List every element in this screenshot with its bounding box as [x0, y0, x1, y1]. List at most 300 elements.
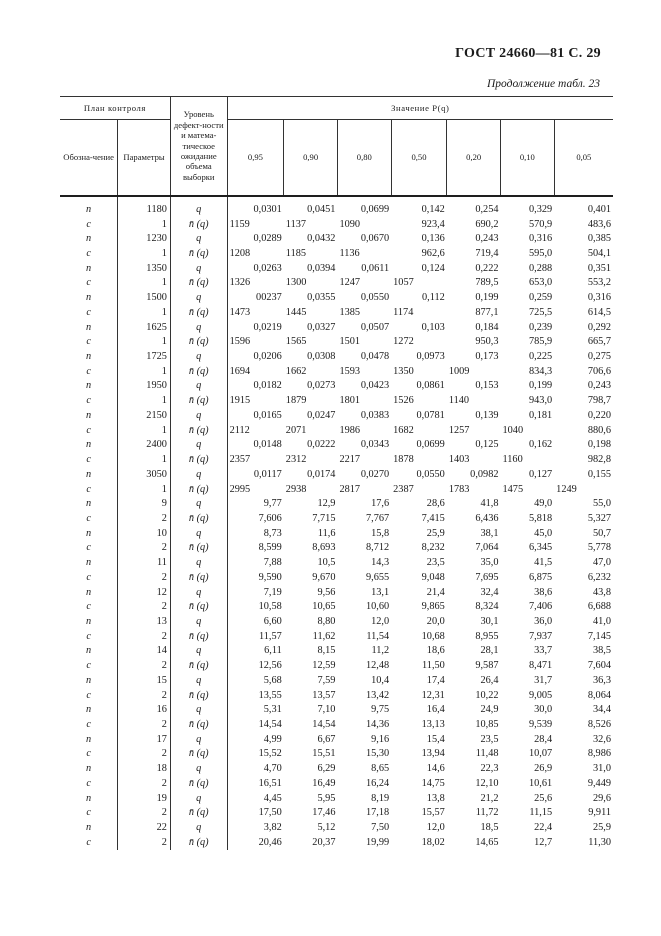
cell-p-value: 614,5 — [587, 306, 611, 318]
cell-p-value: 8,65 — [371, 763, 390, 775]
cell-p-value: 6,11 — [264, 645, 282, 657]
header-plan-group: План контроля — [60, 97, 170, 120]
cell-parameter: 2 — [118, 835, 171, 850]
table-row — [60, 350, 613, 365]
cell-symbol: n — [60, 203, 118, 218]
cell-p-value: 9,590 — [258, 571, 282, 583]
cell-p-value: 5,778 — [587, 542, 611, 554]
cell-level: n̄ (q) — [170, 600, 227, 615]
cell-p-value: 47,0 — [592, 557, 611, 569]
cell-parameter: 2 — [118, 541, 171, 556]
cell-p-value: 21,4 — [426, 586, 445, 598]
cell-parameter: 1350 — [118, 261, 171, 276]
data-table — [60, 96, 613, 850]
table-container — [60, 96, 613, 850]
cell-p-value: 11,6 — [317, 527, 336, 539]
cell-p-value: 10,68 — [421, 630, 445, 642]
cell-p-value: 0,254 — [475, 203, 499, 215]
cell-p-value: 0,0301 — [253, 203, 282, 215]
cell-p-value: 877,1 — [475, 306, 499, 318]
header-p-value: 0,90 — [284, 120, 338, 196]
cell-p-value: 0,259 — [529, 292, 553, 304]
cell-p-value: 8,232 — [421, 542, 445, 554]
cell-p-value: 950,3 — [475, 336, 499, 348]
cell-p-value: 30,0 — [534, 704, 553, 716]
cell-p-value: 2938 — [285, 483, 307, 495]
cell-p-value: 653,0 — [529, 277, 553, 289]
cell-p-value: 982,8 — [587, 454, 611, 466]
cell-symbol: n — [60, 497, 118, 512]
cell-p-value: 0,0699 — [416, 439, 445, 451]
cell-parameter: 15 — [118, 674, 171, 689]
cell-p-value: 2217 — [339, 454, 361, 466]
cell-p-value: 0,220 — [587, 409, 611, 421]
cell-p-value: 7,604 — [587, 660, 611, 672]
cell-symbol: c — [60, 276, 118, 291]
cell-p-value: 26,4 — [480, 674, 499, 686]
cell-p-value: 8,986 — [587, 748, 611, 760]
cell-symbol: c — [60, 747, 118, 762]
cell-p-value: 17,18 — [365, 807, 390, 819]
cell-p-value: 13,1 — [371, 586, 390, 598]
cell-p-value: 0,125 — [475, 439, 499, 451]
table-header — [60, 97, 613, 196]
cell-p-value: 1526 — [393, 395, 414, 407]
cell-p-value: 7,10 — [317, 704, 336, 716]
table-row — [60, 306, 613, 321]
cell-p-value: 0,124 — [421, 262, 445, 274]
cell-p-value: 10,4 — [371, 674, 390, 686]
cell-p-value: 00237 — [256, 292, 282, 304]
table-row — [60, 335, 613, 350]
cell-parameter: 1180 — [118, 203, 171, 218]
cell-level: n̄ (q) — [170, 629, 227, 644]
cell-p-value: 8,73 — [263, 527, 282, 539]
cell-p-value: 7,715 — [312, 512, 336, 524]
cell-p-value: 1473 — [229, 306, 251, 318]
cell-p-value: 0,0781 — [416, 409, 445, 421]
cell-parameter: 2400 — [118, 438, 171, 453]
cell-p-value: 1915 — [229, 395, 251, 407]
cell-level: q — [170, 203, 227, 218]
cell-p-value: 0,329 — [529, 203, 553, 215]
table-row — [60, 526, 613, 541]
cell-p-value: 0,139 — [475, 409, 499, 421]
cell-p-value: 1140 — [448, 395, 470, 407]
cell-parameter: 1 — [118, 217, 171, 232]
table-row — [60, 674, 613, 689]
cell-p-value: 8,324 — [475, 601, 499, 613]
cell-parameter: 11 — [118, 556, 171, 571]
cell-p-value: 0,0432 — [307, 233, 336, 245]
cell-p-value: 13,57 — [312, 689, 336, 701]
cell-p-value: 2112 — [229, 424, 250, 436]
cell-symbol: c — [60, 247, 118, 262]
cell-p-value: 0,316 — [529, 233, 553, 245]
table-row — [60, 497, 613, 512]
cell-p-value: 4,70 — [263, 763, 282, 775]
cell-p-value: 0,0973 — [416, 351, 445, 363]
cell-level: q — [170, 556, 227, 571]
cell-p-value: 7,767 — [365, 512, 390, 524]
cell-symbol: c — [60, 688, 118, 703]
cell-p-value: 5,31 — [263, 704, 282, 716]
cell-p-value: 31,0 — [592, 763, 611, 775]
cell-p-value: 1682 — [393, 424, 414, 436]
cell-p-value: 7,606 — [258, 512, 282, 524]
cell-p-value: 0,243 — [475, 233, 499, 245]
cell-symbol: n — [60, 409, 118, 424]
cell-p-value: 15,52 — [258, 748, 282, 760]
cell-p-value: 12,31 — [421, 689, 445, 701]
cell-p-value: 725,5 — [529, 306, 553, 318]
cell-p-value: 31,7 — [534, 674, 553, 686]
cell-symbol: n — [60, 791, 118, 806]
cell-p-value: 553,2 — [587, 277, 611, 289]
table-continuation-note: Продолжение табл. 23 — [487, 78, 600, 90]
cell-p-value: 2357 — [229, 454, 251, 466]
cell-p-value: 14,54 — [312, 719, 336, 731]
cell-p-value: 36,3 — [592, 674, 611, 686]
cell-p-value: 23,5 — [426, 557, 445, 569]
cell-symbol: n — [60, 703, 118, 718]
cell-p-value: 13,42 — [365, 689, 390, 701]
cell-p-value: 15,8 — [371, 527, 390, 539]
cell-p-value: 570,9 — [529, 218, 553, 230]
cell-p-value: 0,0273 — [307, 380, 336, 392]
cell-p-value: 13,8 — [426, 792, 445, 804]
cell-p-value: 16,24 — [365, 777, 390, 789]
cell-p-value: 789,5 — [475, 277, 499, 289]
cell-p-value: 483,6 — [587, 218, 611, 230]
cell-p-value: 6,232 — [587, 571, 611, 583]
cell-p-value: 1208 — [229, 248, 251, 260]
cell-symbol: c — [60, 541, 118, 556]
cell-parameter: 1 — [118, 453, 171, 468]
table-row — [60, 659, 613, 674]
cell-symbol: n — [60, 526, 118, 541]
cell-p-value: 9,911 — [588, 807, 611, 819]
header-parameters: Параметры — [118, 120, 171, 196]
cell-p-value: 0,0394 — [307, 262, 336, 274]
table-row — [60, 644, 613, 659]
cell-p-value: 11,2 — [371, 645, 390, 657]
cell-level: q — [170, 350, 227, 365]
cell-symbol: c — [60, 629, 118, 644]
cell-p-value: 9,16 — [371, 733, 390, 745]
cell-parameter: 1625 — [118, 320, 171, 335]
cell-p-value: 1475 — [502, 483, 524, 495]
cell-level: n̄ (q) — [170, 217, 227, 232]
cell-p-value: 9,048 — [421, 571, 445, 583]
cell-p-value: 0,288 — [529, 262, 553, 274]
cell-p-value: 18,5 — [480, 822, 499, 834]
cell-p-value: 8,599 — [258, 542, 282, 554]
cell-p-value: 7,415 — [421, 512, 445, 524]
table-row — [60, 703, 613, 718]
cell-parameter: 2 — [118, 600, 171, 615]
divider-cell — [60, 196, 118, 203]
cell-symbol: n — [60, 291, 118, 306]
cell-p-value: 10,60 — [365, 601, 390, 613]
cell-p-value: 0,155 — [587, 468, 611, 480]
cell-p-value: 12,9 — [317, 498, 336, 510]
cell-parameter: 1725 — [118, 350, 171, 365]
cell-parameter: 1 — [118, 306, 171, 321]
cell-p-value: 0,239 — [529, 321, 553, 333]
table-row — [60, 747, 613, 762]
cell-level: n̄ (q) — [170, 570, 227, 585]
cell-symbol: c — [60, 659, 118, 674]
cell-p-value: 0,0982 — [470, 468, 499, 480]
cell-p-value: 0,142 — [421, 203, 445, 215]
cell-p-value: 962,6 — [421, 248, 445, 260]
cell-p-value: 1009 — [448, 365, 470, 377]
cell-p-value: 14,36 — [365, 719, 390, 731]
cell-parameter: 1950 — [118, 379, 171, 394]
cell-p-value: 0,0247 — [307, 409, 336, 421]
cell-p-value: 12,48 — [365, 660, 390, 672]
cell-parameter: 13 — [118, 615, 171, 630]
cell-symbol: c — [60, 394, 118, 409]
cell-level: q — [170, 467, 227, 482]
cell-level: n̄ (q) — [170, 394, 227, 409]
table-row — [60, 570, 613, 585]
cell-parameter: 2 — [118, 777, 171, 792]
cell-p-value: 0,0219 — [253, 321, 282, 333]
table-row — [60, 423, 613, 438]
cell-symbol: c — [60, 718, 118, 733]
header-divider — [60, 196, 613, 203]
cell-p-value: 504,1 — [587, 248, 611, 260]
cell-p-value: 28,1 — [480, 645, 499, 657]
header-p-value: 0,20 — [447, 120, 501, 196]
cell-p-value: 9,587 — [475, 660, 499, 672]
cell-symbol: n — [60, 615, 118, 630]
cell-p-value: 0,0550 — [416, 468, 445, 480]
cell-p-value: 7,695 — [475, 571, 499, 583]
cell-level: q — [170, 585, 227, 600]
cell-p-value: 880,6 — [587, 424, 611, 436]
cell-p-value: 6,436 — [475, 512, 499, 524]
divider-cell — [118, 196, 171, 203]
cell-p-value: 0,316 — [587, 292, 611, 304]
cell-p-value: 13,94 — [421, 748, 445, 760]
table-row — [60, 217, 613, 232]
cell-parameter: 1 — [118, 335, 171, 350]
cell-p-value: 8,064 — [587, 689, 611, 701]
cell-p-value: 8,526 — [587, 719, 611, 731]
cell-p-value: 34,4 — [592, 704, 611, 716]
cell-level: n̄ (q) — [170, 482, 227, 497]
cell-p-value: 1247 — [339, 277, 361, 289]
cell-p-value: 17,4 — [426, 674, 445, 686]
cell-p-value: 0,292 — [587, 321, 611, 333]
cell-parameter: 2 — [118, 629, 171, 644]
cell-parameter: 9 — [118, 497, 171, 512]
cell-parameter: 1 — [118, 247, 171, 262]
divider-cell — [170, 196, 227, 203]
cell-p-value: 0,112 — [422, 292, 445, 304]
cell-p-value: 25,9 — [592, 822, 611, 834]
cell-p-value: 0,385 — [587, 233, 611, 245]
cell-p-value: 0,0507 — [360, 321, 390, 333]
cell-p-value: 0,225 — [529, 351, 553, 363]
cell-p-value: 17,6 — [371, 498, 390, 510]
cell-p-value: 7,59 — [317, 674, 336, 686]
table-row — [60, 364, 613, 379]
cell-symbol: n — [60, 556, 118, 571]
cell-p-value: 45,0 — [534, 527, 553, 539]
cell-p-value: 0,0670 — [360, 233, 390, 245]
cell-p-value: 1662 — [285, 365, 307, 377]
table-row — [60, 276, 613, 291]
cell-parameter: 1 — [118, 364, 171, 379]
cell-parameter: 2 — [118, 806, 171, 821]
cell-p-value: 1040 — [502, 424, 524, 436]
cell-p-value: 11,57 — [259, 630, 282, 642]
cell-p-value: 1801 — [339, 395, 361, 407]
cell-p-value: 10,85 — [475, 719, 499, 731]
cell-symbol: c — [60, 835, 118, 850]
cell-symbol: c — [60, 600, 118, 615]
cell-p-value: 0,0165 — [253, 409, 282, 421]
cell-p-value: 28,6 — [426, 498, 445, 510]
cell-level: q — [170, 644, 227, 659]
cell-parameter: 10 — [118, 526, 171, 541]
table-row — [60, 777, 613, 792]
cell-level: n̄ (q) — [170, 364, 227, 379]
cell-symbol: n — [60, 762, 118, 777]
divider-cell — [227, 196, 613, 203]
cell-level: n̄ (q) — [170, 306, 227, 321]
cell-p-value: 0,181 — [529, 409, 553, 421]
cell-p-value: 6,67 — [317, 733, 336, 745]
cell-p-value: 21,2 — [480, 792, 499, 804]
cell-p-value: 12,7 — [534, 836, 553, 848]
header-p-values-group: Значение P(q) — [227, 97, 613, 120]
cell-p-value: 1783 — [448, 483, 470, 495]
cell-p-value: 1057 — [393, 277, 414, 289]
cell-p-value: 11,62 — [312, 630, 336, 642]
cell-p-value: 17,50 — [258, 807, 282, 819]
cell-p-value: 1136 — [339, 248, 360, 260]
cell-symbol: n — [60, 585, 118, 600]
cell-p-value: 6,60 — [263, 615, 282, 627]
cell-p-value: 0,0263 — [253, 262, 282, 274]
cell-p-value: 11,48 — [475, 748, 499, 760]
cell-p-value: 1501 — [339, 336, 361, 348]
table-row — [60, 585, 613, 600]
cell-level: q — [170, 232, 227, 247]
cell-p-value: 8,712 — [365, 542, 390, 554]
cell-p-value: 10,5 — [317, 557, 336, 569]
cell-p-value: 0,198 — [587, 439, 611, 451]
cell-level: q — [170, 732, 227, 747]
cell-p-value: 1090 — [339, 218, 361, 230]
cell-symbol: n — [60, 379, 118, 394]
cell-p-value: 1385 — [339, 306, 361, 318]
cell-symbol: n — [60, 821, 118, 836]
table-row — [60, 762, 613, 777]
cell-parameter: 1 — [118, 276, 171, 291]
cell-level: n̄ (q) — [170, 718, 227, 733]
cell-p-value: 14,65 — [475, 836, 499, 848]
cell-parameter: 1500 — [118, 291, 171, 306]
cell-level: n̄ (q) — [170, 541, 227, 556]
cell-p-value: 0,127 — [529, 468, 553, 480]
header-symbol: Обозна-чение — [60, 120, 118, 196]
cell-p-value: 12,59 — [312, 660, 336, 672]
cell-parameter: 1 — [118, 482, 171, 497]
cell-p-value: 11,15 — [529, 807, 553, 819]
table-row — [60, 512, 613, 527]
cell-p-value: 0,243 — [587, 380, 611, 392]
cell-p-value: 0,0222 — [307, 439, 336, 451]
cell-p-value: 0,136 — [421, 233, 445, 245]
cell-p-value: 8,15 — [317, 645, 336, 657]
cell-level: q — [170, 703, 227, 718]
cell-parameter: 3050 — [118, 467, 171, 482]
cell-p-value: 923,4 — [421, 218, 445, 230]
cell-p-value: 12,0 — [371, 615, 390, 627]
cell-p-value: 1272 — [393, 336, 414, 348]
cell-p-value: 23,5 — [480, 733, 499, 745]
cell-level: q — [170, 379, 227, 394]
cell-parameter: 2 — [118, 659, 171, 674]
cell-parameter: 22 — [118, 821, 171, 836]
cell-p-value: 3,82 — [263, 822, 282, 834]
cell-p-value: 38,1 — [480, 527, 499, 539]
cell-p-value: 0,199 — [475, 292, 499, 304]
cell-p-value: 0,0355 — [307, 292, 336, 304]
cell-p-value: 41,5 — [534, 557, 553, 569]
cell-p-value: 595,0 — [529, 248, 553, 260]
table-row — [60, 453, 613, 468]
cell-p-value: 14,3 — [371, 557, 390, 569]
cell-p-value: 55,0 — [592, 498, 611, 510]
cell-p-value: 4,45 — [263, 792, 282, 804]
table-row — [60, 247, 613, 262]
cell-p-value: 7,145 — [587, 630, 611, 642]
cell-p-value: 0,0148 — [253, 439, 282, 451]
cell-p-value: 1159 — [229, 218, 250, 230]
cell-p-value: 0,275 — [587, 351, 611, 363]
cell-level: q — [170, 261, 227, 276]
cell-p-value: 2995 — [229, 483, 251, 495]
table-row — [60, 806, 613, 821]
cell-p-value: 8,693 — [312, 542, 336, 554]
cell-p-value: 1185 — [285, 248, 307, 260]
cell-level: n̄ (q) — [170, 777, 227, 792]
cell-p-value: 12,0 — [426, 822, 445, 834]
table-row — [60, 379, 613, 394]
cell-p-value: 943,0 — [529, 395, 553, 407]
cell-p-value: 0,103 — [421, 321, 445, 333]
cell-p-value: 0,0861 — [416, 380, 445, 392]
cell-p-value: 0,0327 — [307, 321, 336, 333]
table-row — [60, 203, 613, 218]
cell-p-value: 0,173 — [475, 351, 499, 363]
cell-p-value: 9,655 — [365, 571, 390, 583]
cell-parameter: 2 — [118, 688, 171, 703]
cell-symbol: n — [60, 644, 118, 659]
cell-p-value: 19,99 — [365, 836, 390, 848]
cell-p-value: 0,222 — [475, 262, 499, 274]
cell-symbol: c — [60, 570, 118, 585]
cell-level: n̄ (q) — [170, 512, 227, 527]
cell-level: n̄ (q) — [170, 659, 227, 674]
